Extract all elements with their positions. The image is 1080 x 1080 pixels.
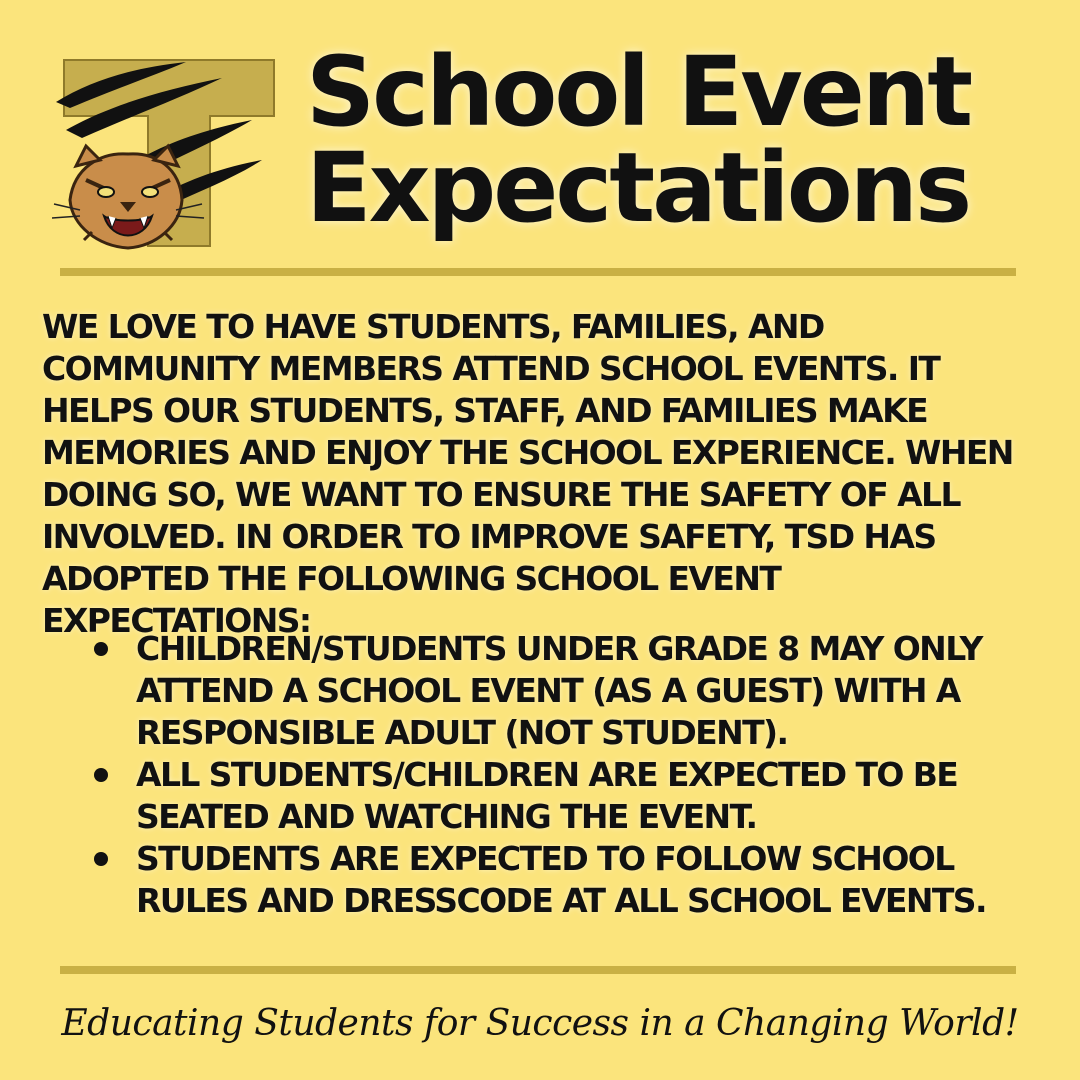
- list-item: [80, 754, 1030, 838]
- title-line-2: Expectations: [306, 132, 970, 244]
- bullet-icon: [94, 642, 108, 656]
- tagline: Educating Students for Success in a Changing World!: [61, 1003, 1019, 1044]
- title-line-1: School Event: [306, 36, 971, 148]
- bullet-text: STUDENTS ARE EXPECTED TO FOLLOW SCHOOL RULES AND DRESSCODE AT ALL SCHOOL EVENTS.: [136, 839, 986, 920]
- expectations-list: [80, 628, 1030, 922]
- list-item: [80, 838, 1030, 922]
- top-divider: [60, 268, 1016, 276]
- bullet-icon: [94, 768, 108, 782]
- bullet-text: CHILDREN/STUDENTS UNDER GRADE 8 MAY ONLY ATTEND A SCHOOL EVENT (AS A GUEST) WITH A RESPONSIBLE ADULT (NOT STUDENT).: [136, 629, 982, 752]
- tiger-t-logo-icon: [52, 50, 284, 260]
- bullet-icon: [94, 852, 108, 866]
- list-item: [80, 628, 1030, 754]
- bottom-divider: [60, 966, 1016, 974]
- page-title: [306, 36, 1036, 244]
- bullet-text: ALL STUDENTS/CHILDREN ARE EXPECTED TO BE SEATED AND WATCHING THE EVENT.: [136, 755, 958, 836]
- intro-paragraph: WE LOVE TO HAVE STUDENTS, FAMILIES, AND COMMUNITY MEMBERS ATTEND SCHOOL EVENTS. IT HELPS OUR STUDENTS, STAFF, AND FAMILIES MAKE MEMORIES AND ENJOY THE SCHOOL EXPERIENCE. WHEN DOING SO, WE WANT TO ENSURE THE SAFETY OF ALL INVOLVED. IN ORDER TO IMPROVE SAFETY, TSD HAS ADOPTED THE FOLLOWING SCHOOL EVENT EXPECTATIONS:: [42, 307, 1013, 640]
